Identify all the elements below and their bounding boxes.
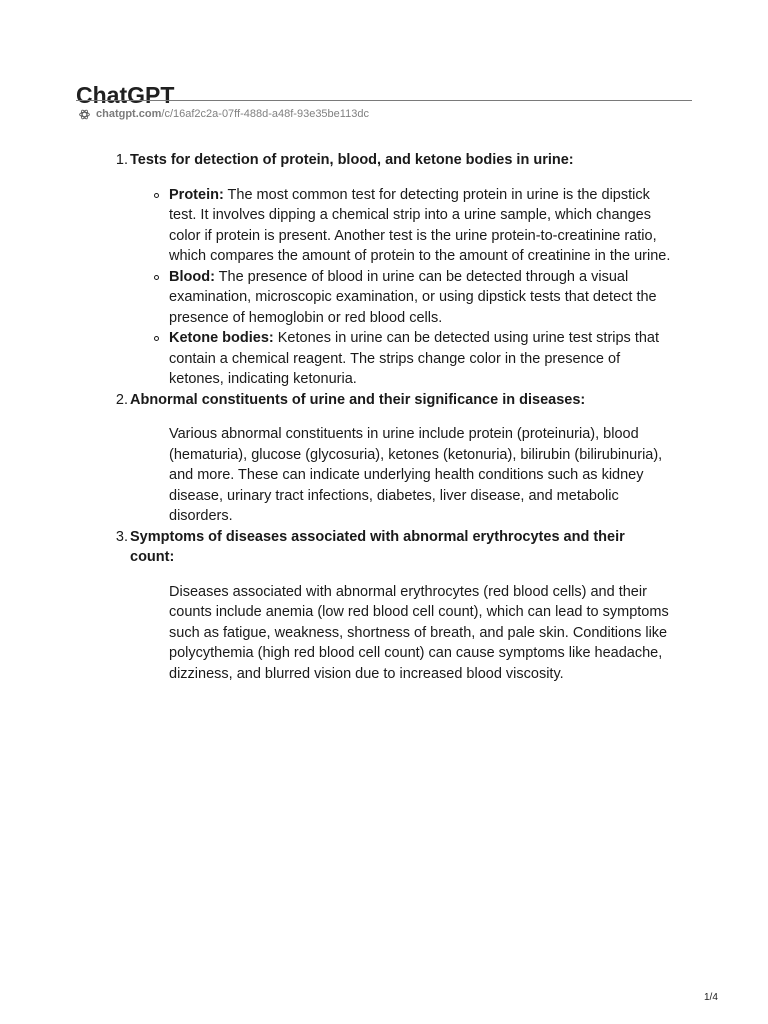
section-title: Tests for detection of protein, blood, and ketone bodies in urine: <box>130 152 574 168</box>
bullet-text: Ketones in urine can be detected using urine test strips that contain a chemical reagent. The strips change color in the presence of ketones, indicating ketonuria. <box>169 330 660 387</box>
list-item <box>110 390 690 527</box>
page-number: 1/4 <box>704 992 718 1003</box>
bullet-list <box>130 185 690 390</box>
source-path[interactable]: /c/16af2c2a-07ff-488d-a48f-93e35be113dc <box>161 108 369 120</box>
bullet-item-ketone-bodies <box>169 328 677 390</box>
bullet-label: Protein: <box>169 186 224 203</box>
bullet-circle-icon <box>154 336 159 341</box>
bullet-circle-icon <box>154 275 159 280</box>
section-title: Abnormal constituents of urine and their significance in diseases: <box>130 391 586 408</box>
header-divider <box>76 100 692 101</box>
list-number: 2 . <box>110 390 128 411</box>
source-domain[interactable]: chatgpt.com <box>96 108 162 120</box>
list-number: 3 . <box>110 527 128 548</box>
bullet-item-blood <box>169 267 677 329</box>
conversation-content <box>110 150 690 684</box>
list-item <box>110 527 690 685</box>
bullet-label: Ketone bodies: <box>169 330 274 346</box>
chatgpt-logo-icon <box>78 108 91 121</box>
list-item <box>110 150 690 390</box>
bullet-text: The presence of blood in urine can be detected through a visual examination, microscopic examination, or using dipstick tests that detect the presence of hemoglobin or red blood cells. <box>169 268 657 326</box>
bullet-label: Blood: <box>169 268 215 285</box>
section-title: Symptoms of diseases associated with abnormal erythrocytes and their count: <box>130 528 625 565</box>
list-number: 1 . <box>110 150 128 171</box>
section-paragraph: Various abnormal constituents in urine include protein (proteinuria), blood (hematuria), glucose (glycosuria), ketones (ketonuria), bilirubin (bilirubinuria), and more. These can indicate underlying health conditions such as kidney disease, urinary tract infections, diabetes, liver disease, and metabolic disorders. <box>169 426 663 524</box>
bullet-text: The most common test for detecting protein in urine is the dipstick test. It involves dipping a chemical strip into a urine sample, which changes color if protein is present. Another test is the urine protein-to-creatinine ratio, which compares the amount of protein to the amount of creatinine in the urine. <box>169 186 671 264</box>
bullet-item-protein <box>169 185 677 267</box>
bullet-circle-icon <box>154 193 159 198</box>
page-title: ChatGPT <box>76 82 175 109</box>
section-paragraph: Diseases associated with abnormal erythrocytes (red blood cells) and their counts include anemia (low red blood cell count), which can lead to symptoms such as fatigue, weakness, shortness of breath, and pale skin. Conditions like polycythemia (high red blood cell count) can cause symptoms like headache, dizziness, and blurred vision due to increased blood viscosity. <box>169 583 669 682</box>
source-link[interactable] <box>78 106 369 122</box>
